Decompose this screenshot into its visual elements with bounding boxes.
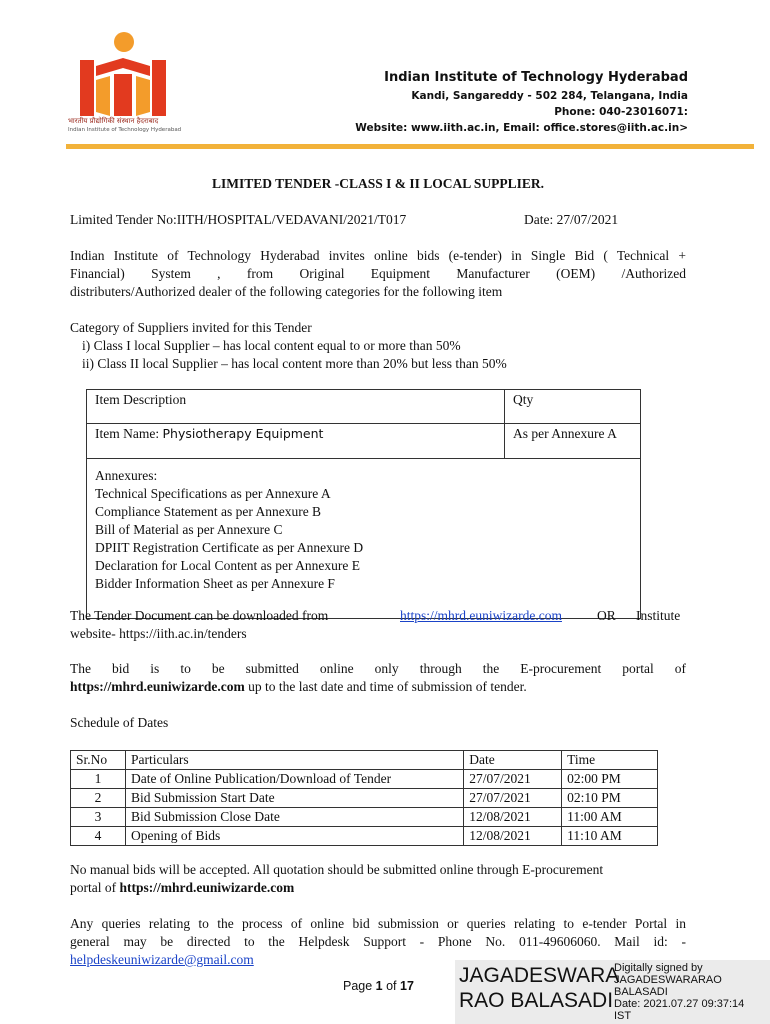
schedule-col-date: Date bbox=[464, 751, 562, 770]
category-item: i) Class I local Supplier – has local content equal to or more than 50% bbox=[82, 338, 461, 353]
page-current: 1 bbox=[375, 979, 383, 993]
schedule-col-srno: Sr.No bbox=[71, 751, 126, 770]
intro-line: distributers/Authorized dealer of the following categories for the following item bbox=[70, 284, 503, 299]
category-heading: Category of Suppliers invited for this Tender bbox=[70, 320, 312, 335]
table-row bbox=[71, 827, 658, 846]
download-or: OR bbox=[597, 608, 616, 623]
signature-info-line: IST bbox=[614, 1010, 632, 1022]
manual-bids-line: No manual bids will be accepted. All quotation should be submitted online through E-procurement bbox=[70, 862, 604, 877]
schedule-time: 02:10 PM bbox=[562, 789, 658, 808]
schedule-srno: 3 bbox=[71, 808, 126, 827]
col-item-description: Item Description bbox=[87, 390, 505, 424]
intro-line: Indian Institute of Technology Hyderabad invites online bids (e-tender) in Single Bid ( Technical + bbox=[70, 248, 686, 263]
page-of: of bbox=[382, 979, 400, 993]
institute-title: Indian Institute of Technology Hyderabad bbox=[384, 70, 688, 85]
signature-info-line: JAGADESWARARAO bbox=[614, 974, 722, 986]
queries-line: Any queries relating to the process of online bid submission or queries relating to e-tender Portal in bbox=[70, 916, 686, 931]
schedule-header-row bbox=[71, 751, 658, 770]
schedule-particular: Bid Submission Start Date bbox=[125, 789, 463, 808]
schedule-date: 27/07/2021 bbox=[464, 770, 562, 789]
schedule-time: 11:00 AM bbox=[562, 808, 658, 827]
logo-book-right bbox=[152, 60, 166, 116]
annexure-item: Compliance Statement as per Annexure B bbox=[95, 504, 322, 519]
signature-info-line: BALASADI bbox=[614, 986, 668, 998]
signature-info-line: Digitally signed by bbox=[614, 962, 703, 974]
schedule-time: 11:10 AM bbox=[562, 827, 658, 846]
logo-book-top bbox=[96, 58, 150, 76]
institute-address: Kandi, Sangareddy - 502 284, Telangana, India bbox=[411, 90, 688, 102]
manual-portal-prefix: portal of bbox=[70, 880, 120, 895]
tender-date: Date: 27/07/2021 bbox=[524, 212, 619, 227]
logo-hindi-text: भारतीय प्रौद्योगिकी संस्थान हैदराबाद bbox=[68, 117, 159, 125]
schedule-srno: 2 bbox=[71, 789, 126, 808]
logo-english-text: Indian Institute of Technology Hyderabad bbox=[68, 127, 182, 133]
page-number bbox=[343, 979, 414, 993]
item-name-cell bbox=[87, 424, 505, 459]
logo-page-right bbox=[136, 76, 150, 116]
institute-website: Website: www.iith.ac.in, Email: office.stores@iith.ac.in> bbox=[355, 122, 688, 134]
submission-line: The bid is to be submitted online only through the E-procurement portal of bbox=[70, 661, 686, 676]
schedule-particular: Bid Submission Close Date bbox=[125, 808, 463, 827]
institute-phone: Phone: 040-23016071: bbox=[554, 106, 688, 118]
tender-number: Limited Tender No:IITH/HOSPITAL/VEDAVANI/2021/T017 bbox=[70, 212, 407, 227]
schedule-particular: Date of Online Publication/Download of Tender bbox=[125, 770, 463, 789]
schedule-srno: 4 bbox=[71, 827, 126, 846]
page-total: 17 bbox=[400, 979, 414, 993]
category-item: ii) Class II local Supplier – has local content more than 20% but less than 50% bbox=[82, 356, 507, 371]
annexure-item: Bill of Material as per Annexure C bbox=[95, 522, 283, 537]
annexures-heading: Annexures: bbox=[95, 468, 158, 483]
logo-book-left bbox=[80, 60, 94, 116]
download-institute: Institute bbox=[636, 608, 681, 623]
item-name: Physiotherapy Equipment bbox=[162, 426, 324, 441]
euniwizarde-link[interactable]: https://mhrd.euniwizarde.com bbox=[400, 608, 562, 623]
schedule-date: 27/07/2021 bbox=[464, 789, 562, 808]
signature-info bbox=[614, 962, 744, 1022]
logo-pillar bbox=[114, 74, 132, 116]
digital-signature bbox=[455, 960, 770, 1024]
col-qty: Qty bbox=[505, 390, 641, 424]
table-row bbox=[71, 808, 658, 827]
item-name-label: Item Name: bbox=[95, 426, 163, 441]
items-table bbox=[86, 389, 641, 619]
logo-page-left bbox=[96, 76, 110, 116]
schedule-srno: 1 bbox=[71, 770, 126, 789]
submission-deadline: up to the last date and time of submission of tender. bbox=[244, 679, 527, 694]
schedule-col-time: Time bbox=[562, 751, 658, 770]
signer-name bbox=[459, 963, 619, 1013]
schedule-date: 12/08/2021 bbox=[464, 808, 562, 827]
manual-bids-line-2 bbox=[70, 880, 294, 896]
table-row bbox=[71, 770, 658, 789]
helpdesk-email-link[interactable]: helpdeskeuniwizarde@gmail.com bbox=[70, 952, 254, 967]
tender-heading: LIMITED TENDER -CLASS I & II LOCAL SUPPLIER. bbox=[211, 176, 545, 191]
schedule-heading: Schedule of Dates bbox=[70, 715, 169, 730]
intro-line: Financial) System , from Original Equipment Manufacturer (OEM) /Authorized bbox=[70, 266, 686, 281]
schedule-col-particulars: Particulars bbox=[125, 751, 463, 770]
schedule-table bbox=[70, 750, 658, 846]
page-prefix: Page bbox=[343, 979, 376, 993]
annexure-item: Bidder Information Sheet as per Annexure F bbox=[95, 576, 335, 591]
submission-portal: https://mhrd.euniwizarde.com bbox=[70, 679, 245, 694]
annexure-item: Technical Specifications as per Annexure A bbox=[95, 486, 331, 501]
download-website: website- https://iith.ac.in/tenders bbox=[70, 626, 247, 641]
signer-name-line: RAO BALASADI bbox=[459, 989, 614, 1012]
schedule-date: 12/08/2021 bbox=[464, 827, 562, 846]
table-row bbox=[71, 789, 658, 808]
annexure-item: Declaration for Local Content as per Annexure E bbox=[95, 558, 361, 573]
schedule-particular: Opening of Bids bbox=[125, 827, 463, 846]
logo-orange-dot bbox=[114, 32, 134, 52]
annexures-cell bbox=[87, 459, 641, 619]
download-text: The Tender Document can be downloaded from bbox=[70, 608, 329, 623]
annexure-item: DPIIT Registration Certificate as per Annexure D bbox=[95, 540, 364, 555]
submission-line-2 bbox=[70, 679, 527, 695]
schedule-time: 02:00 PM bbox=[562, 770, 658, 789]
signer-name-line: JAGADESWARA bbox=[459, 964, 620, 987]
manual-portal: https://mhrd.euniwizarde.com bbox=[119, 880, 295, 895]
queries-line: general may be directed to the Helpdesk Support - Phone No. 011-49606060. Mail id: - bbox=[70, 934, 686, 949]
header-rule bbox=[66, 144, 754, 149]
item-qty: As per Annexure A bbox=[505, 424, 641, 459]
signature-info-line: Date: 2021.07.27 09:37:14 bbox=[614, 998, 745, 1010]
